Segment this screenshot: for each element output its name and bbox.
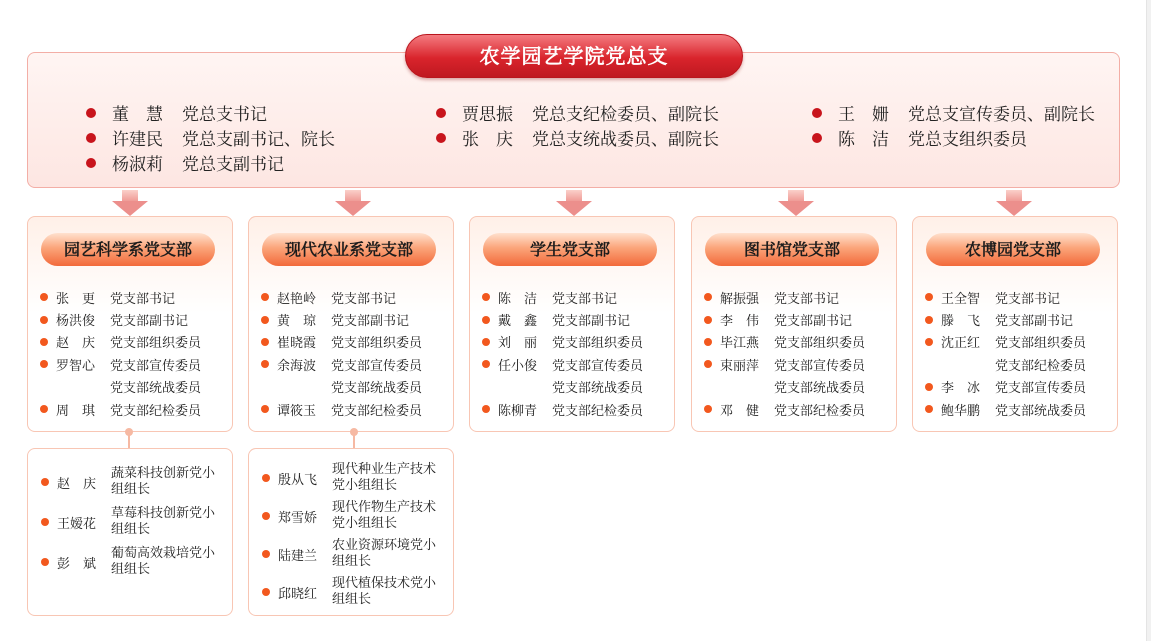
group-box-modern-agriculture: [248, 448, 454, 616]
branch-title: 园艺科学系党支部: [41, 233, 215, 266]
member-role: 党支部纪检委员: [110, 403, 202, 419]
bullet-dot-icon: [41, 478, 49, 486]
member-role: 党支部宣传委员: [774, 358, 866, 374]
member-row: [925, 353, 1113, 375]
member-name: 王全智: [941, 291, 981, 307]
leader-column-3: [812, 100, 1095, 150]
member-row: [261, 286, 449, 308]
member-row: [40, 331, 228, 353]
leader-row: [812, 125, 1095, 150]
member-row: [704, 286, 892, 308]
member-role: 党支部纪检委员: [552, 403, 644, 419]
member-row: [925, 331, 1113, 353]
member-row: [40, 398, 228, 420]
bullet-dot-icon: [812, 108, 822, 118]
member-role: 党支部副书记: [774, 314, 853, 330]
member-name: 解振强: [720, 291, 760, 307]
bullet-dot-icon: [40, 293, 48, 301]
member-row: [704, 353, 892, 375]
member-name: 赵艳岭: [277, 291, 317, 307]
member-row: [482, 308, 670, 330]
leader-row: [436, 100, 719, 125]
member-row: [261, 398, 449, 420]
member-row: [925, 376, 1113, 398]
member-role: 党支部统战委员: [110, 381, 202, 397]
bullet-dot-icon: [704, 405, 712, 413]
down-arrow-icon: [335, 190, 371, 217]
down-arrow-icon: [996, 190, 1032, 217]
bullet-dot-icon: [482, 360, 490, 368]
branch-agri-expo-park: [912, 216, 1118, 432]
bullet-dot-icon: [40, 360, 48, 368]
bullet-dot-icon: [86, 108, 96, 118]
member-row: [704, 308, 892, 330]
member-role: 党支部统战委员: [774, 381, 866, 397]
member-name: 戴 鑫: [498, 314, 538, 330]
leader-name: 张 庆: [462, 130, 513, 150]
branch-horticulture: [27, 216, 233, 432]
group-leader-name: 陆建兰: [278, 548, 318, 564]
branch-students: [469, 216, 675, 432]
member-row: [482, 331, 670, 353]
leader-role: 党总支副书记、院长: [182, 130, 335, 150]
group-role: 现代植保技术党小组组长: [332, 576, 437, 607]
member-role: 党支部组织委员: [552, 336, 644, 352]
leader-row: [86, 100, 335, 125]
group-role: 草莓科技创新党小组组长: [111, 506, 216, 537]
member-role: 党支部书记: [331, 291, 397, 307]
scrollbar-track[interactable]: [1146, 0, 1151, 641]
member-row: [925, 308, 1113, 330]
bullet-dot-icon: [925, 316, 933, 324]
member-name: 张 更: [56, 291, 96, 307]
member-role: 党支部书记: [995, 291, 1061, 307]
group-leader-name: 赵 庆: [57, 476, 97, 492]
bullet-dot-icon: [925, 405, 933, 413]
leader-name: 贾思振: [462, 105, 513, 125]
leader-row: [86, 125, 335, 150]
bullet-dot-icon: [925, 338, 933, 346]
member-row: [261, 308, 449, 330]
bullet-dot-icon: [41, 558, 49, 566]
bullet-dot-icon: [41, 518, 49, 526]
bullet-dot-icon: [436, 133, 446, 143]
bullet-dot-icon: [40, 405, 48, 413]
member-name: 李 冰: [941, 381, 981, 397]
bullet-dot-icon: [436, 108, 446, 118]
bullet-dot-icon: [262, 474, 270, 482]
bullet-dot-icon: [482, 338, 490, 346]
bullet-dot-icon: [704, 338, 712, 346]
member-row: [482, 376, 670, 398]
member-role: 党支部纪检委员: [995, 358, 1087, 374]
member-row: [40, 353, 228, 375]
leader-role: 党总支副书记: [182, 155, 284, 175]
bullet-dot-icon: [261, 316, 269, 324]
member-name: 罗智心: [56, 358, 96, 374]
group-leader-name: 邱晓红: [278, 586, 318, 602]
group-row: [262, 462, 448, 494]
member-role: 党支部副书记: [995, 314, 1074, 330]
branch-library: [691, 216, 897, 432]
member-row: [704, 376, 892, 398]
member-row: [261, 331, 449, 353]
bullet-dot-icon: [812, 133, 822, 143]
bullet-dot-icon: [261, 360, 269, 368]
member-role: 党支部统战委员: [995, 403, 1087, 419]
member-name: 沈正红: [941, 336, 981, 352]
member-name: 陈柳青: [498, 403, 538, 419]
member-role: 党支部组织委员: [110, 336, 202, 352]
leader-column-1: [86, 100, 335, 175]
member-row: [925, 286, 1113, 308]
group-row: [262, 500, 448, 532]
down-arrow-icon: [112, 190, 148, 217]
bullet-dot-icon: [262, 588, 270, 596]
member-row: [925, 398, 1113, 420]
member-role: 党支部组织委员: [774, 336, 866, 352]
group-leader-name: 王嫒花: [57, 516, 97, 532]
member-role: 党支部组织委员: [995, 336, 1087, 352]
branch-title: 图书馆党支部: [705, 233, 879, 266]
bullet-dot-icon: [482, 316, 490, 324]
bullet-dot-icon: [86, 158, 96, 168]
bullet-dot-icon: [261, 338, 269, 346]
member-row: [40, 376, 228, 398]
member-role: 党支部纪检委员: [774, 403, 866, 419]
member-role: 党支部副书记: [110, 314, 189, 330]
group-row: [41, 546, 227, 578]
bullet-dot-icon: [704, 293, 712, 301]
leader-name: 董 慧: [112, 105, 163, 125]
member-name: 陈 洁: [498, 291, 538, 307]
member-name: 邓 健: [720, 403, 760, 419]
member-list: [261, 286, 449, 420]
leader-role: 党总支纪检委员、副院长: [532, 105, 719, 125]
group-leader-name: 彭 斌: [57, 556, 97, 572]
member-name: 杨洪俊: [56, 314, 96, 330]
group-row: [262, 576, 448, 608]
member-row: [40, 308, 228, 330]
member-role: 党支部副书记: [552, 314, 631, 330]
bullet-dot-icon: [40, 338, 48, 346]
member-row: [704, 331, 892, 353]
group-leader-name: 郑雪娇: [278, 510, 318, 526]
leader-role: 党总支书记: [182, 105, 267, 125]
member-name: 周 琪: [56, 403, 96, 419]
member-name: 毕江燕: [720, 336, 760, 352]
leader-name: 杨淑莉: [112, 155, 163, 175]
leader-row: [436, 125, 719, 150]
member-name: 束丽萍: [720, 358, 760, 374]
bullet-dot-icon: [40, 316, 48, 324]
leader-row: [86, 150, 335, 175]
member-row: [482, 286, 670, 308]
member-role: 党支部组织委员: [331, 336, 423, 352]
bullet-dot-icon: [925, 293, 933, 301]
member-role: 党支部宣传委员: [110, 358, 202, 374]
bullet-dot-icon: [261, 405, 269, 413]
group-row: [41, 506, 227, 538]
member-name: 赵 庆: [56, 336, 96, 352]
branch-modern-agriculture: [248, 216, 454, 432]
group-leader-name: 殷从飞: [278, 472, 318, 488]
member-role: 党支部纪检委员: [331, 403, 423, 419]
leader-name: 许建民: [112, 130, 163, 150]
group-list: [262, 462, 448, 608]
group-role: 现代种业生产技术党小组组长: [332, 462, 437, 493]
branch-title: 农博园党支部: [926, 233, 1100, 266]
member-list: [925, 286, 1113, 420]
member-name: 崔晓霞: [277, 336, 317, 352]
group-row: [262, 538, 448, 570]
leader-row: [812, 100, 1095, 125]
leader-role: 党总支统战委员、副院长: [532, 130, 719, 150]
member-role: 党支部宣传委员: [552, 358, 644, 374]
member-role: 党支部书记: [552, 291, 618, 307]
page-title: 农学园艺学院党总支: [405, 34, 743, 78]
group-role: 现代作物生产技术党小组组长: [332, 500, 437, 531]
member-role: 党支部副书记: [331, 314, 410, 330]
bullet-dot-icon: [262, 550, 270, 558]
down-arrow-icon: [556, 190, 592, 217]
member-list: [40, 286, 228, 420]
group-box-horticulture: [27, 448, 233, 616]
member-name: 任小俊: [498, 358, 538, 374]
bullet-dot-icon: [262, 512, 270, 520]
member-name: 余海波: [277, 358, 317, 374]
member-row: [704, 398, 892, 420]
bullet-dot-icon: [482, 405, 490, 413]
leader-name: 陈 洁: [838, 130, 889, 150]
group-row: [41, 466, 227, 498]
bullet-dot-icon: [261, 293, 269, 301]
member-name: 黄 琼: [277, 314, 317, 330]
bullet-dot-icon: [482, 293, 490, 301]
member-row: [482, 398, 670, 420]
member-role: 党支部宣传委员: [995, 381, 1087, 397]
member-row: [482, 353, 670, 375]
member-name: 刘 丽: [498, 336, 538, 352]
group-role: 蔬菜科技创新党小组组长: [111, 466, 216, 497]
branch-title: 现代农业系党支部: [262, 233, 436, 266]
group-role: 农业资源环境党小组组长: [332, 538, 437, 569]
member-name: 鲍华鹏: [941, 403, 981, 419]
leader-name: 王 姗: [838, 105, 889, 125]
branch-title: 学生党支部: [483, 233, 657, 266]
member-name: 谭筱玉: [277, 403, 317, 419]
member-role: 党支部宣传委员: [331, 358, 423, 374]
member-role: 党支部书记: [774, 291, 840, 307]
group-list: [41, 462, 227, 578]
member-role: 党支部统战委员: [552, 381, 644, 397]
bullet-dot-icon: [86, 133, 96, 143]
bullet-dot-icon: [704, 360, 712, 368]
leader-role: 党总支组织委员: [908, 130, 1027, 150]
member-row: [261, 376, 449, 398]
member-name: 李 伟: [720, 314, 760, 330]
bullet-dot-icon: [704, 316, 712, 324]
down-arrow-icon: [778, 190, 814, 217]
leader-role: 党总支宣传委员、副院长: [908, 105, 1095, 125]
connector-dot-icon: [350, 428, 358, 436]
bullet-dot-icon: [925, 383, 933, 391]
member-row: [261, 353, 449, 375]
member-role: 党支部统战委员: [331, 381, 423, 397]
member-list: [482, 286, 670, 420]
group-role: 葡萄高效栽培党小组组长: [111, 546, 216, 577]
member-name: 滕 飞: [941, 314, 981, 330]
member-role: 党支部书记: [110, 291, 176, 307]
member-row: [40, 286, 228, 308]
leader-column-2: [436, 100, 719, 150]
connector-dot-icon: [125, 428, 133, 436]
member-list: [704, 286, 892, 420]
